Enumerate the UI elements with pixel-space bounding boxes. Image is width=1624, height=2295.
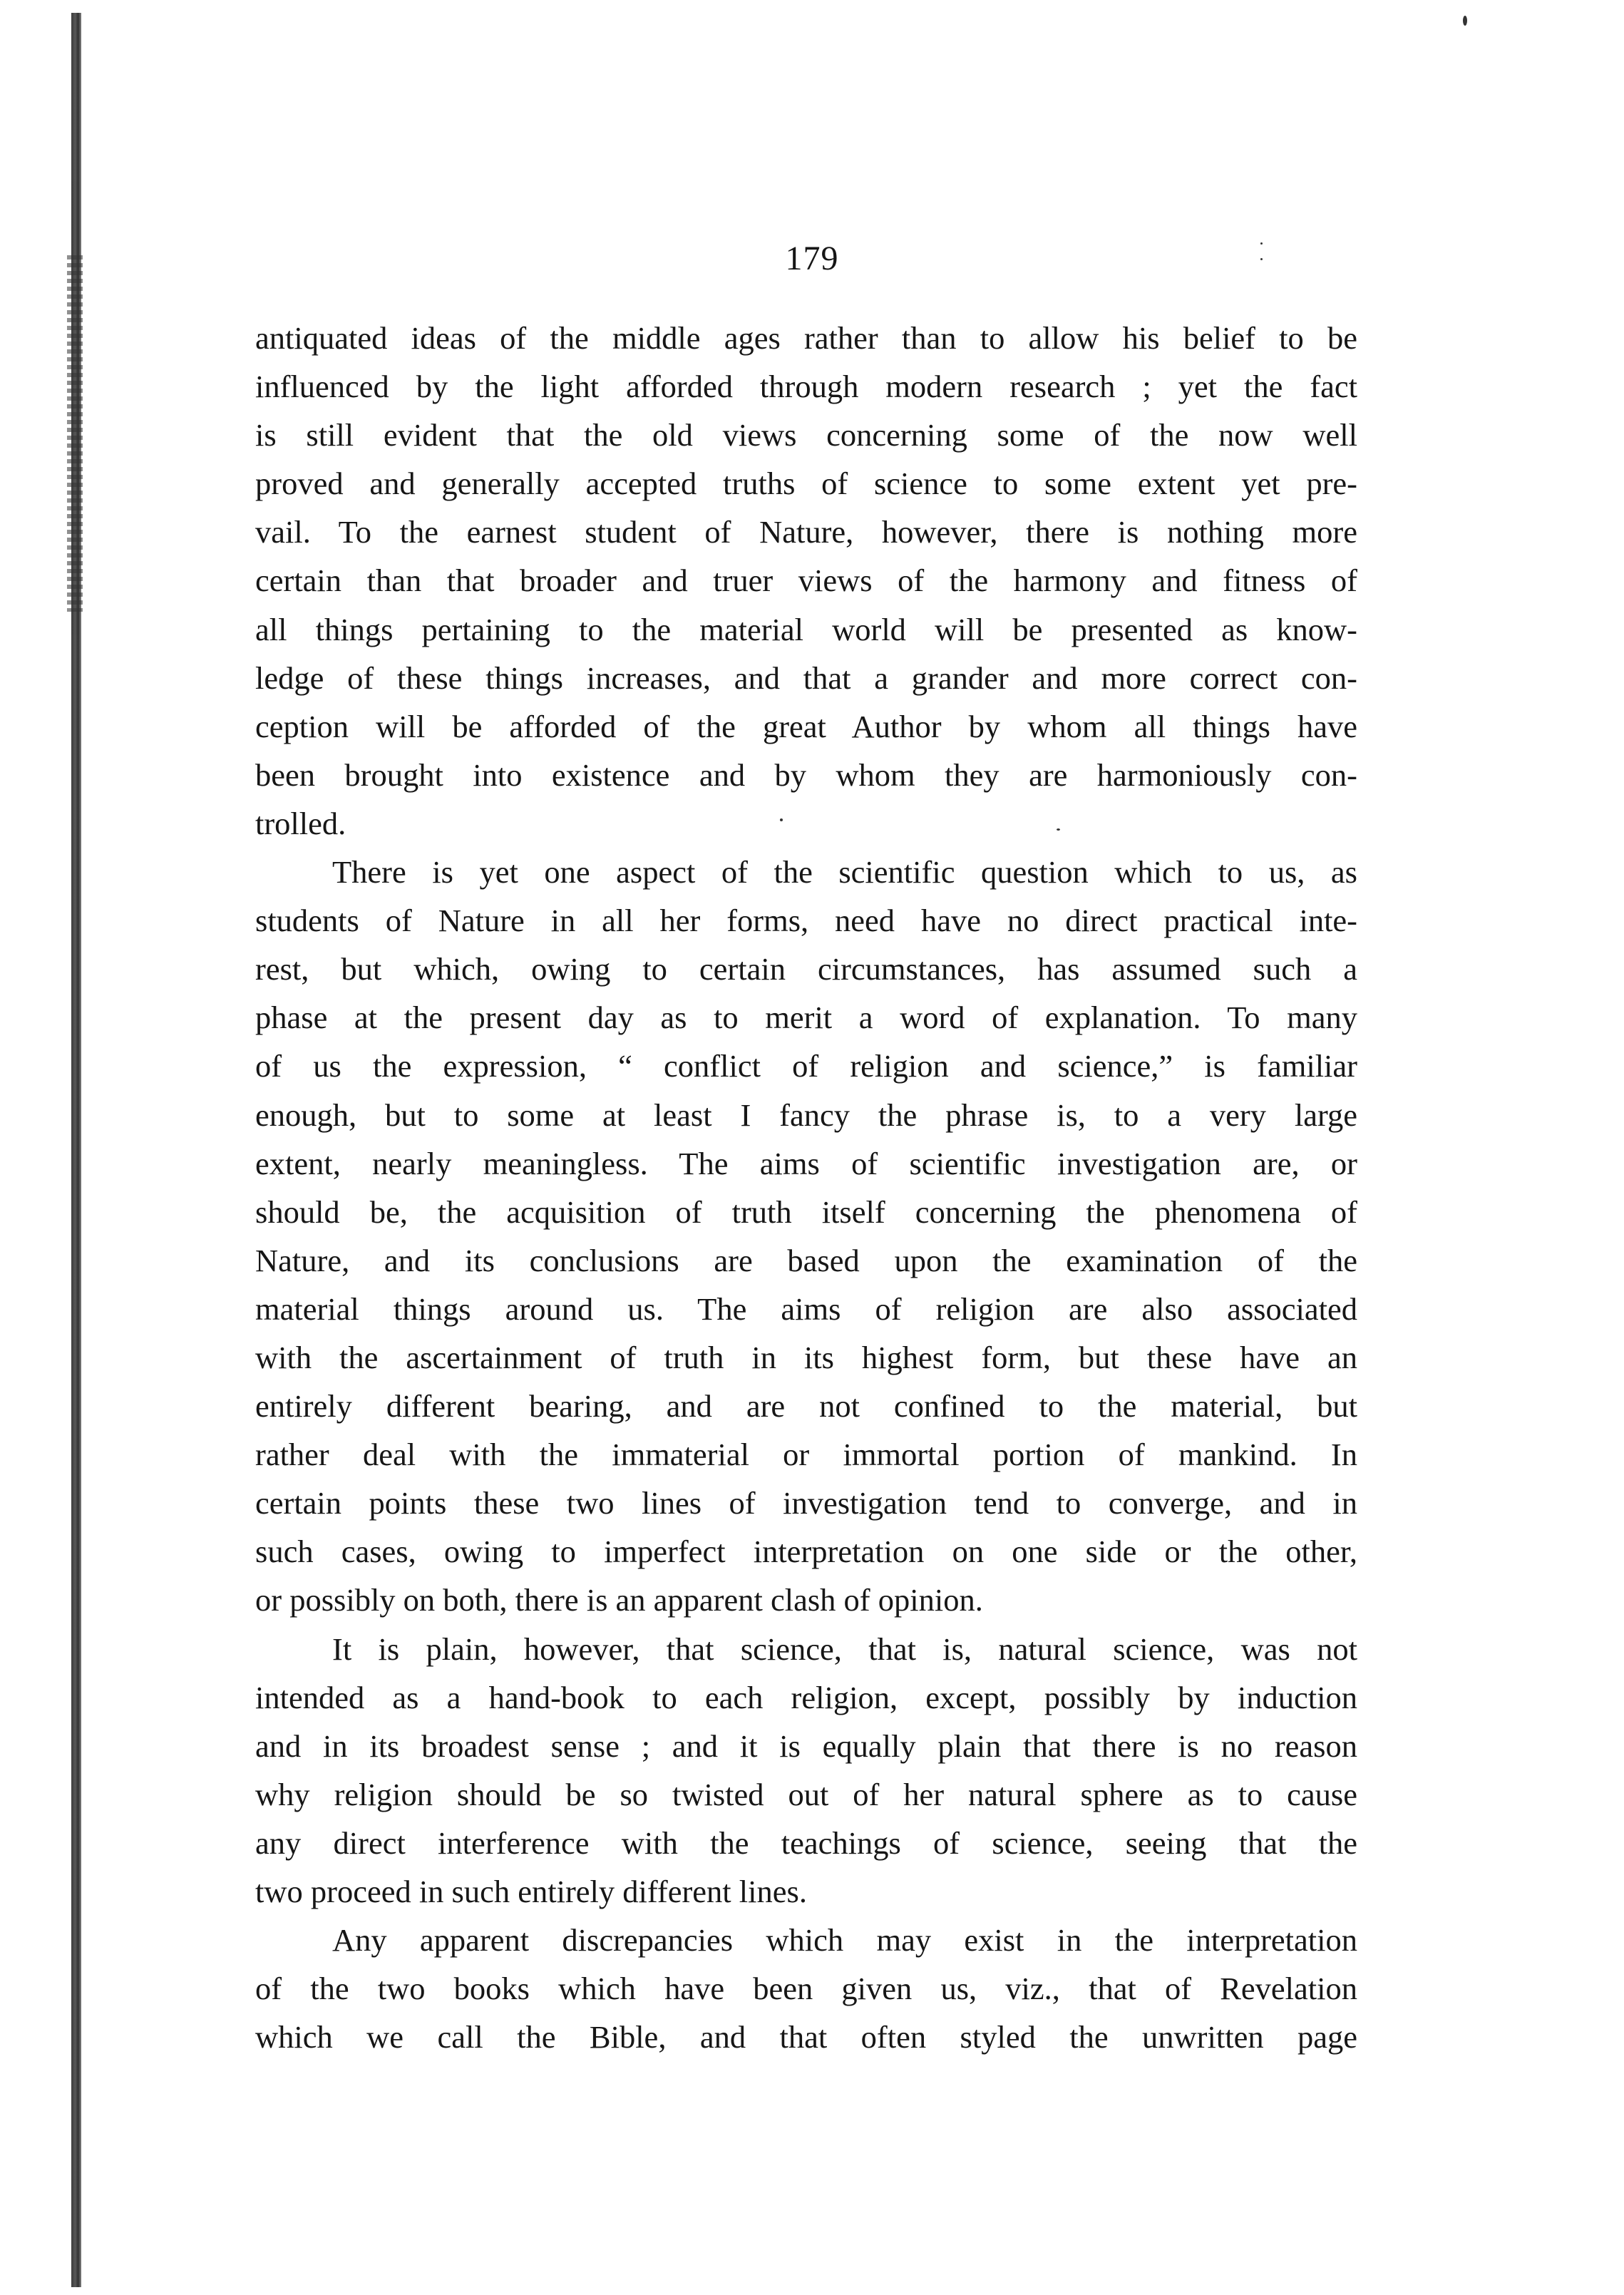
text-line: certain points these two lines of investigation tend to converge, and in [255, 1485, 1357, 1521]
text-line: been brought into existence and by whom they are harmoniously con- [255, 756, 1357, 793]
text-line: It is plain, however, that science, that is, natural science, was not [332, 1631, 1357, 1667]
text-line: phase at the present day as to merit a word of explanation. To many [255, 1000, 1357, 1036]
text-line: of the two books which have been given us, viz., that of Revelation [255, 1971, 1357, 2007]
text-line: Nature, and its conclusions are based upon the examination of the [255, 1242, 1357, 1278]
text-line: rest, but which, owing to certain circumstances, has assumed such a [255, 951, 1357, 987]
text-line: why religion should be so twisted out of her natural sphere as to cause [255, 1776, 1357, 1812]
text-line: is still evident that the old views concerning some of the now well [255, 417, 1357, 453]
text-line: students of Nature in all her forms, need have no direct practical inte- [255, 903, 1357, 939]
text-line: certain than that broader and truer views of the harmony and fitness of [255, 563, 1357, 599]
text-line: and in its broadest sense ; and it is equally plain that there is no reason [255, 1727, 1357, 1764]
text-line: ception will be afforded of the great Author by whom all things have [255, 708, 1357, 744]
scan-speck [1463, 16, 1467, 26]
text-line: Any apparent discrepancies which may exist in the interpretation [332, 1922, 1357, 1958]
page-number: 179 [785, 240, 839, 277]
text-line: intended as a hand-book to each religion, except, possibly by induction [255, 1679, 1357, 1715]
text-line: should be, the acquisition of truth itself concerning the phenomena of [255, 1193, 1357, 1230]
text-line: proved and generally accepted truths of science to some extent yet pre- [255, 466, 1357, 502]
text-line: any direct interference with the teachings of science, seeing that the [255, 1824, 1357, 1861]
text-line: of us the expression, “ conflict of religion and science,” is familiar [255, 1048, 1357, 1084]
text-line: rather deal with the immaterial or immortal portion of mankind. In [255, 1437, 1357, 1473]
text-line: trolled. [255, 805, 346, 841]
text-line: which we call the Bible, and that often styled the unwritten page [255, 2019, 1357, 2055]
text-line: extent, nearly meaningless. The aims of scientific investigation are, or [255, 1145, 1357, 1181]
text-line: or possibly on both, there is an apparent clash of opinion. [255, 1582, 983, 1618]
text-line: enough, but to some at least I fancy the phrase is, to a very large [255, 1097, 1357, 1133]
text-line: antiquated ideas of the middle ages rather than to allow his belief to be [255, 320, 1357, 356]
text-line: two proceed in such entirely different lines. [255, 1874, 807, 1909]
text-line: material things around us. The aims of religion are also associated [255, 1290, 1357, 1327]
text-line: all things pertaining to the material world will be presented as know- [255, 611, 1357, 647]
text-line: influenced by the light afforded through modern research ; yet the fact [255, 369, 1357, 405]
text-line: entirely different bearing, and are not confined to the material, but [255, 1388, 1357, 1424]
text-line: vail. To the earnest student of Nature, however, there is nothing more [255, 514, 1357, 550]
text-line: such cases, owing to imperfect interpretation on one side or the other, [255, 1534, 1357, 1570]
binding-edge [71, 13, 81, 2287]
text-line: with the ascertainment of truth in its highest form, but these have an [255, 1339, 1357, 1375]
text-line: There is yet one aspect of the scientific question which to us, as [332, 854, 1357, 890]
text-line: ledge of these things increases, and that a grander and more correct con- [255, 659, 1357, 696]
body-text [255, 314, 1357, 2061]
